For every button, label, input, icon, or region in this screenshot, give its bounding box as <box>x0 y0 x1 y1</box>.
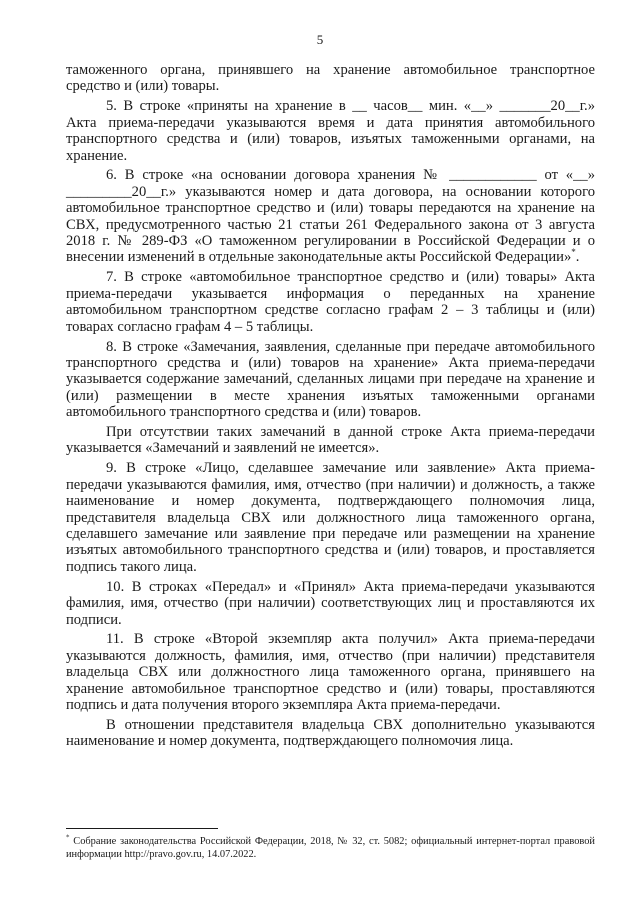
paragraph-item-6-end: . <box>575 249 580 266</box>
footnote-text: Собрание законодательства Российской Федерации, 2018, № 32, ст. 5082; официальный интернет-портал правовой информации http://pravo.gov.ru, 14.07.2022. <box>66 836 595 860</box>
paragraph-item-6 <box>66 167 595 265</box>
paragraph-item-7: 7. В строке «автомобильное транспортное средство и (или) товары» Акта приема-передачи указывается информация о переданных на хранение автомобильном транспортном средстве согласно графам 2 – 3 таблицы и (или) товарах согласно графам 4 – 5 таблицы. <box>66 269 595 335</box>
paragraph-representative: В отношении представителя владельца СВХ дополнительно указываются наименование и номер документа, подтверждающего полномочия лица. <box>66 716 595 750</box>
footnote-divider <box>66 828 218 829</box>
paragraph-continuation: таможенного органа, принявшего на хранение автомобильное транспортное средство и (или) товары. <box>66 62 595 95</box>
footnote <box>66 835 595 861</box>
paragraph-item-6-text: 6. В строке «на основании договора хранения № ____________ от «__» _________20__г.» указываются номер и дата договора, на основании которого автомобильное транспортное средство и (или) товары передаются на хранение на СВХ, предусмотренного частью 21 статьи 261 Федерального закона от 3 августа 2018 г. № 289-ФЗ «О таможенном регулировании в Российской Федерации и о внесении изменений в отдельные законодательные акты Российской Федерации» <box>66 167 595 266</box>
footnote-reference: * <box>571 247 576 258</box>
paragraph-item-11: 11. В строке «Второй экземпляр акта получил» Акта приема-передачи указываются должность, фамилия, имя, отчество (при наличии) представителя владельца СВХ или должностного лица таможенного органа, принявшего на хранение автомобильное транспортное средство и (или) товары, проставляются подпись и дата получения второго экземпляра Акта приема-передачи. <box>66 631 595 714</box>
paragraph-no-remarks: При отсутствии таких замечаний в данной строке Акта приема-передачи указывается «Замечаний и заявлений не имеется». <box>66 424 595 457</box>
page-number: 5 <box>316 32 324 47</box>
paragraph-item-10: 10. В строках «Передал» и «Принял» Акта приема-передачи указываются фамилия, имя, отчество (при наличии) соответствующих лиц и проставляются их подписи. <box>66 578 595 628</box>
paragraph-item-8: 8. В строке «Замечания, заявления, сделанные при передаче автомобильного транспортного средства и (или) товаров на хранение» Акта приема-передачи указывается содержание замечаний, сделанных лицами при передаче на хранение и (или) размещении в месте хранения изъятых таможенными органами автомобильного транспортного средства и (или) товаров. <box>66 338 595 421</box>
footnote-mark: * <box>66 833 70 842</box>
paragraph-item-9: 9. В строке «Лицо, сделавшее замечание или заявление» Акта приема-передачи указываются фамилия, имя, отчество (при наличии) и должность, а также наименование и номер документа, подтверждающего полномочия лица, представителя владельца СВХ или должностного лица таможенного органа, сделавшего замечание или заявление при передаче или размещении на хранение изъятых автомобильного транспортного средства и (или) товаров, и проставляется подпись такого лица. <box>66 460 595 575</box>
paragraph-item-5: 5. В строке «приняты на хранение в __ часов__ мин. «__» _______20__г.» Акта приема-передачи указываются время и дата принятия автомобильного транспортного средства и (или) товаров, изъятых таможенными органами, на хранение. <box>66 98 595 164</box>
document-body <box>66 62 595 753</box>
